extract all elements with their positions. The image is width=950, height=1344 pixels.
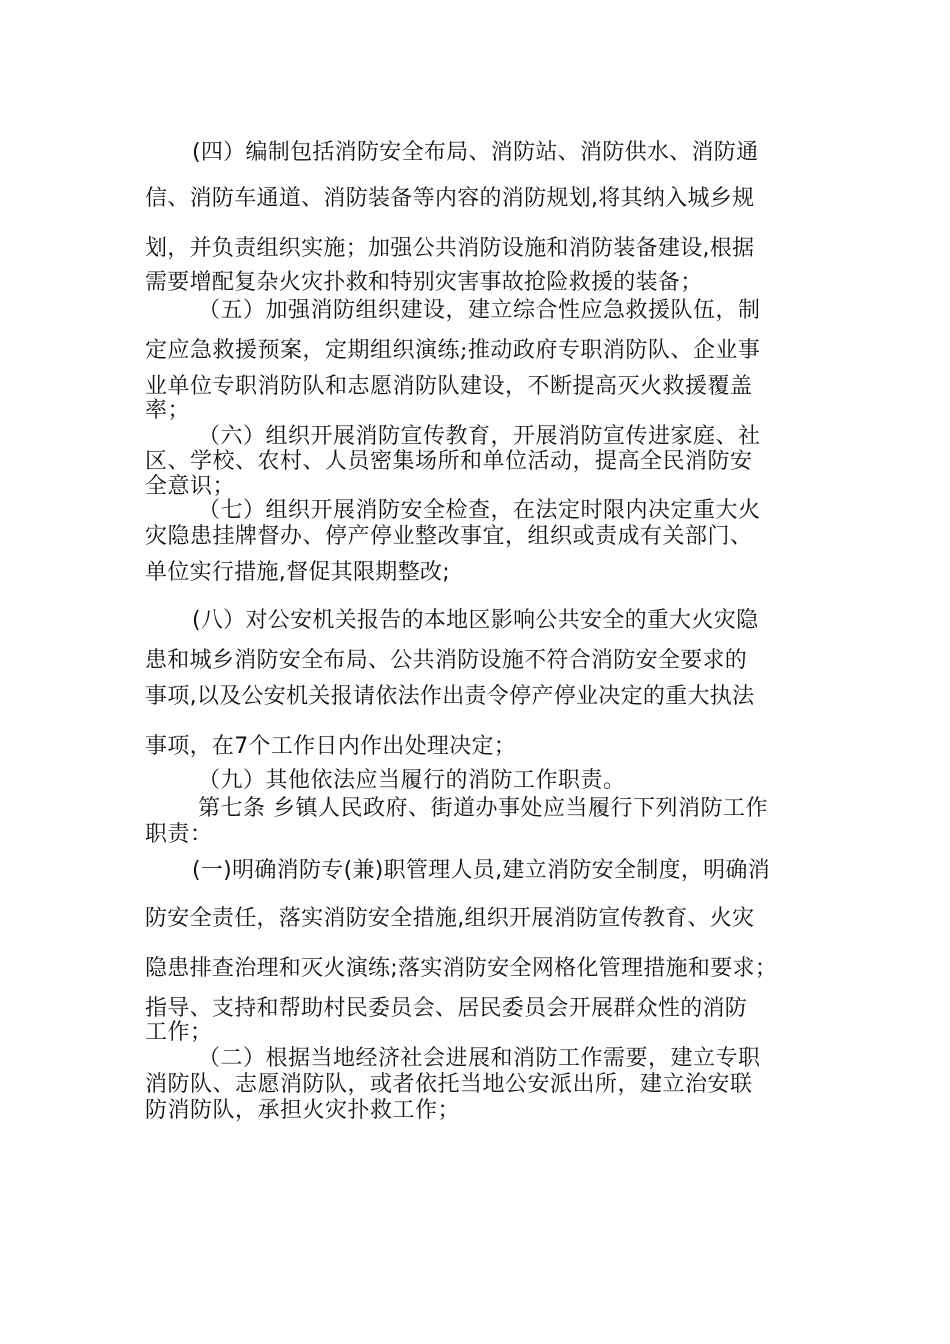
paragraph-line: 事项，在7个工作日内作出处理决定；: [145, 734, 517, 759]
paragraph-line: 防消防队，承担火灾扑救工作；: [145, 1098, 461, 1123]
paragraph-line: 工作；: [145, 1020, 213, 1045]
paragraph-line: （九）其他依法应当履行的消防工作职责。: [198, 768, 626, 793]
paragraph-line: (四）编制包括消防安全布局、消防站、消防供水、消防通: [192, 140, 759, 165]
paragraph-line: 消防队、志愿消防队，或者依托当地公安派出所，建立治安联: [145, 1072, 753, 1097]
paragraph-line: (八）对公安机关报告的本地区影响公共安全的重大火灾隐: [192, 608, 759, 633]
paragraph-line: 第七条 乡镇人民政府、街道办事处应当履行下列消防工作: [198, 796, 768, 821]
paragraph-line: 事项,以及公安机关报请依法作出责令停产停业决定的重大执法: [145, 684, 755, 709]
paragraph-line: 患和城乡消防安全布局、公共消防设施不符合消防安全要求的: [145, 648, 748, 673]
paragraph-line: 灾隐患挂牌督办、停产停业整改事宜，组织或责成有关部门、: [145, 524, 753, 549]
paragraph-line: 职责：: [145, 822, 213, 847]
paragraph-line: （五）加强消防组织建设，建立综合性应急救援队伍，制: [198, 298, 761, 323]
paragraph-line: 指导、支持和帮助村民委员会、居民委员会开展群众性的消防: [145, 996, 748, 1021]
paragraph-line: 信、消防车通道、消防装备等内容的消防规划,将其纳入城乡规: [145, 186, 755, 211]
paragraph-line: 率；: [145, 398, 191, 423]
paragraph-line: （二）根据当地经济社会进展和消防工作需要，建立专职: [198, 1046, 761, 1071]
paragraph-line: 全意识；: [145, 474, 236, 499]
paragraph-line: 需要增配复杂火灾扑救和特别灾害事故抢险救援的装备；: [145, 270, 703, 295]
paragraph-line: (一)明确消防专(兼)职管理人员,建立消防安全制度，明确消: [192, 858, 771, 883]
paragraph-line: 划，并负责组织实施；加强公共消防设施和消防装备建设,根据: [145, 236, 755, 261]
paragraph-line: 区、学校、农村、人员密集场所和单位活动，提高全民消防安: [145, 449, 753, 474]
paragraph-line: 防安全责任，落实消防安全措施,组织开展消防宣传教育、火灾: [145, 906, 755, 931]
paragraph-line: （六）组织开展消防宣传教育，开展消防宣传进家庭、社: [198, 424, 761, 449]
paragraph-line: （七）组织开展消防安全检查，在法定时限内决定重大火: [198, 498, 761, 523]
paragraph-line: 业单位专职消防队和志愿消防队建设，不断提高灭火救援覆盖: [145, 374, 753, 399]
paragraph-line: 单位实行措施,督促其限期整改;: [145, 560, 450, 585]
paragraph-line: 定应急救援预案，定期组织演练;推动政府专职消防队、企业事: [145, 338, 761, 363]
paragraph-line: 隐患排查治理和灭火演练;落实消防安全网格化管理措施和要求；: [145, 956, 778, 981]
